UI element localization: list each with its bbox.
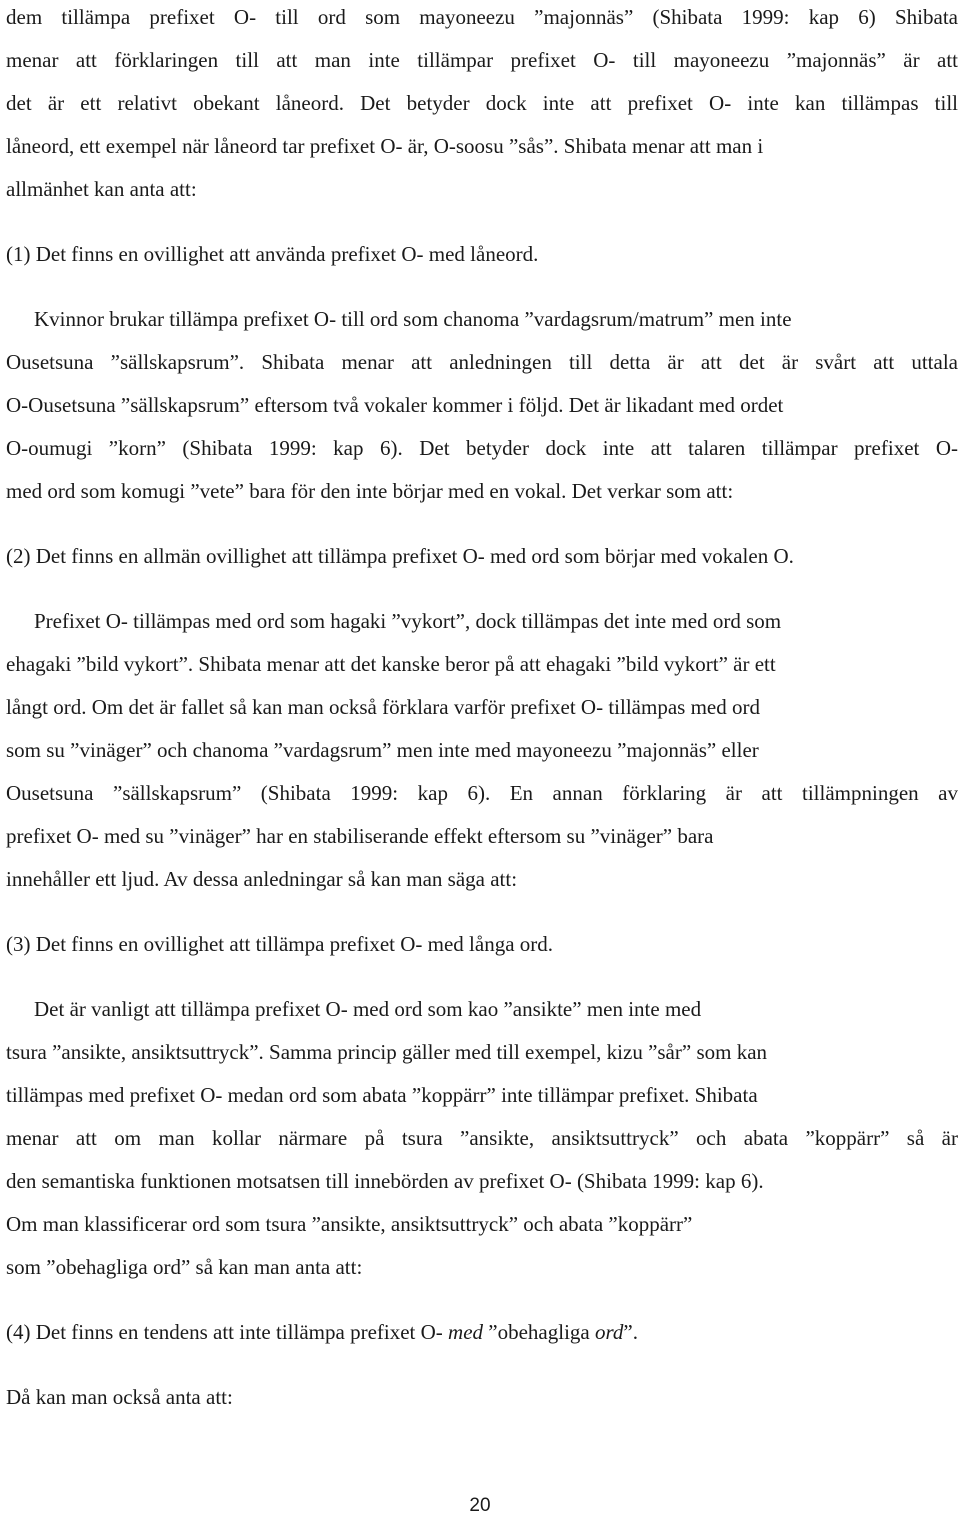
statement-4-prefix: (4) Det finns en tendens att inte tillämpa prefixet O-: [6, 1320, 449, 1344]
statement-1: (1) Det finns en ovillighet att använda prefixet O- med låneord.: [6, 242, 539, 266]
paragraph-2-line-1: Kvinnor brukar tillämpa prefixet O- till ord som chanoma ”vardagsrum/matrum” men inte: [34, 307, 792, 331]
closing-line: Då kan man också anta att:: [6, 1385, 233, 1409]
paragraph-2-line-5: med ord som komugi ”vete” bara för den inte börjar med en vokal. Det verkar som att:: [6, 479, 734, 503]
paragraph-2-line-4: O-oumugi ”korn” (Shibata 1999: kap 6). Det betyder dock inte att talaren tillämpar prefixet O-: [6, 436, 958, 460]
paragraph-4-line-3: tillämpas med prefixet O- medan ord som abata ”koppärr” inte tillämpar prefixet. Shibata: [6, 1083, 758, 1107]
paragraph-3-line-2: ehagaki ”bild vykort”. Shibata menar att det kanske beror på att ehagaki ”bild vykort” är ett: [6, 652, 776, 676]
paragraph-1-line-3: det är ett relativt obekant låneord. Det betyder dock inte att prefixet O- inte kan tillämpas till: [6, 91, 958, 115]
paragraph-2-line-2: Ousetsuna ”sällskapsrum”. Shibata menar att anledningen till detta är att det är svårt att uttala: [6, 350, 958, 374]
statement-4-middle: ”obehagliga: [483, 1320, 595, 1344]
paragraph-3-line-1: Prefixet O- tillämpas med ord som hagaki ”vykort”, dock tillämpas det inte med ord som: [34, 609, 782, 633]
statement-4-med: med: [448, 1320, 484, 1344]
statement-4-suffix: ”.: [623, 1320, 638, 1344]
paragraph-3-line-7: innehåller ett ljud. Av dessa anledningar så kan man säga att:: [6, 867, 518, 891]
paragraph-3-line-5: Ousetsuna ”sällskapsrum” (Shibata 1999: kap 6). En annan förklaring är att tillämpningen av: [6, 781, 958, 805]
paragraph-4-line-1: Det är vanligt att tillämpa prefixet O- med ord som kao ”ansikte” men inte med: [34, 997, 702, 1021]
paragraph-4-line-5: den semantiska funktionen motsatsen till innebörden av prefixet O- (Shibata 1999: kap 6).: [6, 1169, 764, 1193]
paragraph-4-line-4: menar att om man kollar närmare på tsura ”ansikte, ansiktsuttryck” och abata ”koppärr” så är: [6, 1126, 958, 1150]
statement-3: (3) Det finns en ovillighet att tillämpa prefixet O- med långa ord.: [6, 932, 554, 956]
paragraph-1-line-1: dem tillämpa prefixet O- till ord som mayoneezu ”majonnäs” (Shibata 1999: kap 6) Shibata: [6, 5, 958, 29]
statement-2: (2) Det finns en allmän ovillighet att tillämpa prefixet O- med ord som börjar med vokalen O.: [6, 544, 794, 568]
paragraph-3-line-3: långt ord. Om det är fallet så kan man också förklara varför prefixet O- tillämpas med ord: [6, 695, 760, 719]
paragraph-4-line-6: Om man klassificerar ord som tsura ”ansikte, ansiktsuttryck” och abata ”koppärr”: [6, 1212, 693, 1236]
paragraph-4-line-7: som ”obehagliga ord” så kan man anta att:: [6, 1255, 363, 1279]
paragraph-3-line-6: prefixet O- med su ”vinäger” har en stabiliserande effekt eftersom su ”vinäger” bara: [6, 824, 714, 848]
paragraph-1-line-4: låneord, ett exempel när låneord tar prefixet O- är, O-soosu ”sås”. Shibata menar att man i: [6, 134, 764, 158]
paragraph-2-line-3: O-Ousetsuna ”sällskapsrum” eftersom två vokaler kommer i följd. Det är likadant med ordet: [6, 393, 784, 417]
statement-4-ord: ord: [594, 1320, 624, 1344]
paragraph-1-line-5: allmänhet kan anta att:: [6, 177, 197, 201]
paragraph-4-line-2: tsura ”ansikte, ansiktsuttryck”. Samma princip gäller med till exempel, kizu ”sår” som kan: [6, 1040, 768, 1064]
paragraph-1-line-2: menar att förklaringen till att man inte tillämpar prefixet O- till mayoneezu ”majonnäs” är att: [6, 48, 958, 72]
page-number: 20: [469, 1495, 491, 1516]
statement-4: [6, 1319, 960, 1345]
paragraph-3-line-4: som su ”vinäger” och chanoma ”vardagsrum” men inte med mayoneezu ”majonnäs” eller: [6, 738, 759, 762]
